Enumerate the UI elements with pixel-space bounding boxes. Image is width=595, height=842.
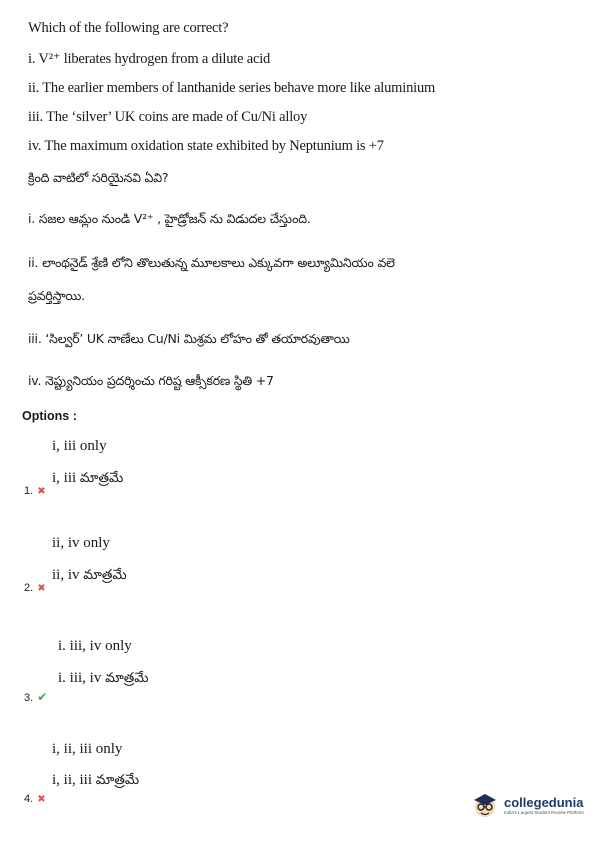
wrong-icon: ✖	[37, 486, 46, 497]
option-2-te: ii, iv మాత్రమే	[52, 567, 127, 583]
option-1-en: i, iii only	[52, 438, 107, 454]
logo-tagline: India's Largest Student Review Platform	[504, 810, 584, 815]
statement-te-2: ii. లాంథనైడ్ శ్రేణి లోని తొలుతున్న మూలకాలు ఎక్కువగా అల్యూమినియం వలె	[28, 255, 395, 270]
option-1-number[interactable]: 1. ✖	[24, 485, 46, 497]
option-2-number[interactable]: 2. ✖	[24, 582, 46, 594]
wrong-icon: ✖	[37, 794, 46, 805]
logo-name: collegedunia	[504, 795, 584, 810]
statement-te-4: iv. నెప్ట్యునియం ప్రదర్శించు గరిష్ట ఆక్సీకరణ స్థితి +7	[28, 373, 274, 388]
option-2-en: ii, iv only	[52, 535, 110, 551]
statement-te-2-cont: ప్రవర్తిస్తాయి.	[28, 288, 85, 303]
statement-te-3: iii. ‘సిల్వర్’ UK నాణేలు Cu/Ni మిశ్రమ లోహం తో తయారవుతాయి	[28, 331, 350, 346]
check-icon: ✔	[37, 690, 48, 704]
option-4-en: i, ii, iii only	[52, 741, 123, 757]
option-3-number[interactable]: 3. ✔	[24, 690, 48, 704]
statement-en-1: i. V²⁺ liberates hydrogen from a dilute acid	[28, 51, 271, 67]
statement-te-1: i. సజల ఆమ్లం నుండి V²⁺ , హైడ్రోజన్ ను విడుదల చేస్తుంది.	[28, 211, 311, 226]
option-1-te: i, iii మాత్రమే	[52, 470, 124, 486]
option-3-en: i. iii, iv only	[58, 638, 132, 654]
statement-en-4: iv. The maximum oxidation state exhibited by Neptunium is +7	[28, 138, 384, 154]
option-3-te: i. iii, iv మాత్రమే	[58, 670, 149, 686]
option-4-te: i, ii, iii మాత్రమే	[52, 772, 140, 788]
student-mascot-icon	[470, 790, 500, 820]
options-heading: Options :	[22, 409, 77, 423]
wrong-icon: ✖	[37, 583, 46, 594]
question-title-te: క్రింది వాటిలో సరియైనవి ఏవి?	[28, 170, 169, 185]
statement-en-2: ii. The earlier members of lanthanide series behave more like aluminium	[28, 80, 436, 96]
option-4-number[interactable]: 4. ✖	[24, 793, 46, 805]
collegedunia-logo	[470, 790, 584, 820]
statement-en-3: iii. The ‘silver’ UK coins are made of Cu/Ni alloy	[28, 109, 308, 125]
question-title-en: Which of the following are correct?	[28, 20, 229, 36]
